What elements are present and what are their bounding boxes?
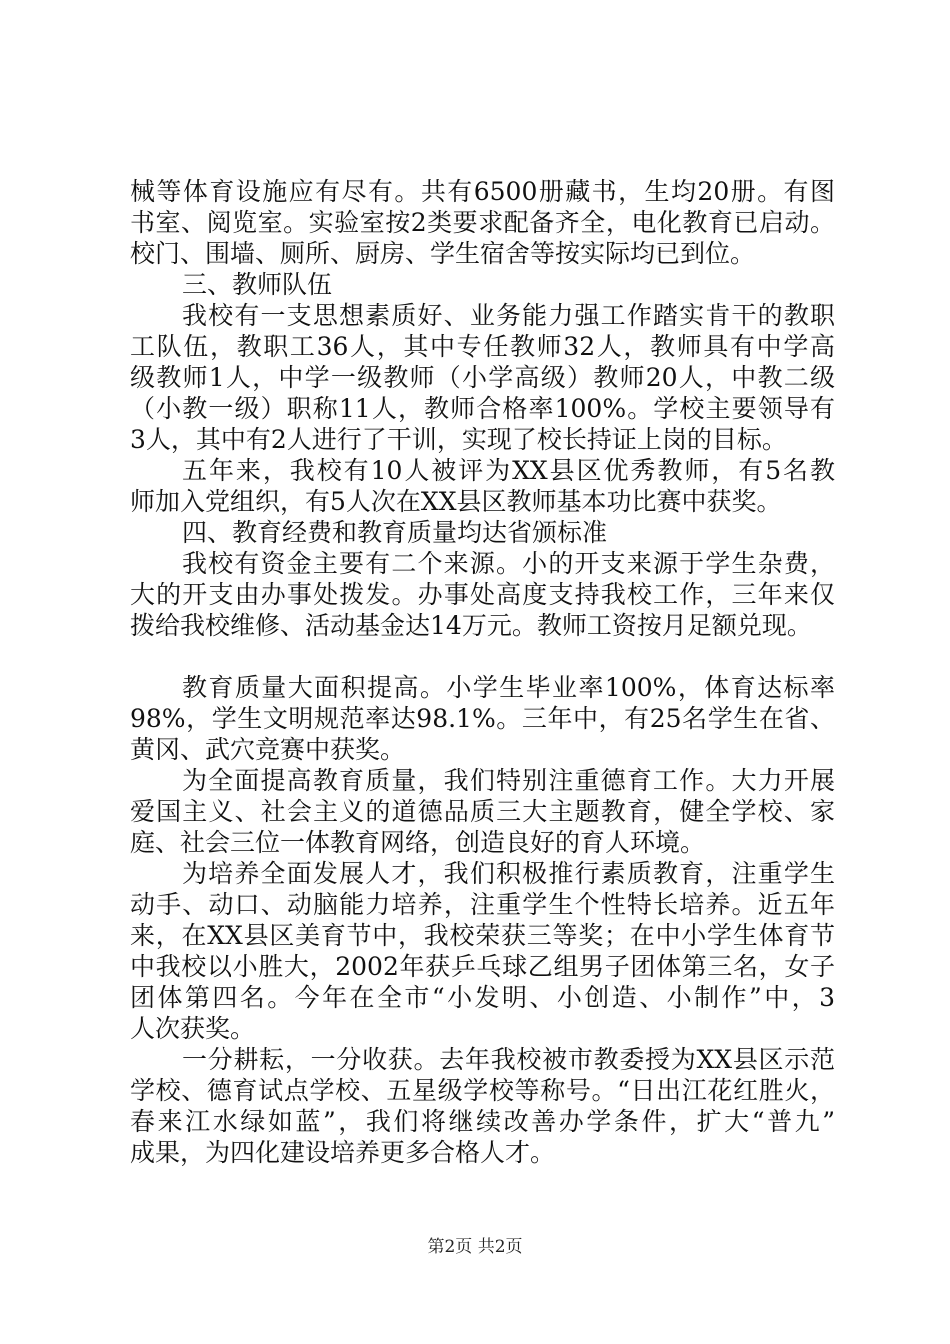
text-line: 大的开支由办事处拨发。办事处高度支持我校工作，三年来仅 bbox=[130, 580, 835, 609]
text-line: 人次获奖。 bbox=[130, 1014, 256, 1043]
page-number: 第2页 共2页 bbox=[427, 1237, 523, 1257]
text-line: 拨给我校维修、活动基金达14万元。教师工资按月足额兑现。 bbox=[130, 611, 812, 640]
text-line: 我校有一支思想素质好、业务能力强工作踏实肯干的教职 bbox=[182, 301, 835, 330]
text-line: 成果，为四化建设培养更多合格人才。 bbox=[130, 1138, 556, 1167]
text-line: 校门、围墙、厕所、厨房、学生宿舍等按实际均已到位。 bbox=[130, 239, 756, 268]
text-line: 动手、动口、动脑能力培养，注重学生个性特长培养。近五年 bbox=[130, 890, 835, 919]
text-line: 工队伍，教职工36人，其中专任教师32人，教师具有中学高 bbox=[130, 332, 835, 361]
text-line: 中我校以小胜大，2002年获乒乓球乙组男子团体第三名，女子 bbox=[130, 952, 835, 981]
text-line: 教育质量大面积提高。小学生毕业率100%，体育达标率 bbox=[182, 673, 835, 702]
section-heading: 四、教育经费和教育质量均达省颁标准 bbox=[182, 518, 608, 547]
text-line: （小教一级）职称11人，教师合格率100%。学校主要领导有 bbox=[130, 394, 835, 423]
text-line: 黄冈、武穴竞赛中获奖。 bbox=[130, 735, 406, 764]
text-line: 师加入党组织，有5人次在XX县区教师基本功比赛中获奖。 bbox=[130, 487, 782, 516]
section-heading: 三、教师队伍 bbox=[182, 270, 333, 299]
text-line: 械等体育设施应有尽有。共有6500册藏书，生均20册。有图 bbox=[130, 177, 835, 206]
text-line: 庭、社会三位一体教育网络，创造良好的育人环境。 bbox=[130, 828, 706, 857]
text-line: 团体第四名。今年在全市“小发明、小创造、小制作”中，3 bbox=[130, 983, 835, 1012]
text-line: 五年来，我校有10人被评为XX县区优秀教师，有5名教 bbox=[182, 456, 835, 485]
text-line: 一分耕耘，一分收获。去年我校被市教委授为XX县区示范 bbox=[182, 1045, 835, 1074]
document-body bbox=[130, 176, 835, 1168]
text-line: 为培养全面发展人才，我们积极推行素质教育，注重学生 bbox=[182, 859, 835, 888]
text-line: 98%，学生文明规范率达98.1%。三年中，有25名学生在省、 bbox=[130, 704, 835, 733]
text-line: 来，在XX县区美育节中，我校荣获三等奖；在中小学生体育节 bbox=[130, 921, 835, 950]
text-line: 春来江水绿如蓝”，我们将继续改善办学条件，扩大“普九” bbox=[130, 1107, 835, 1136]
text-line: 我校有资金主要有二个来源。小的开支来源于学生杂费， bbox=[182, 549, 835, 578]
text-line: 级教师1人，中学一级教师（小学高级）教师20人，中教二级 bbox=[130, 363, 835, 392]
text-line: 为全面提高教育质量，我们特别注重德育工作。大力开展 bbox=[182, 766, 835, 795]
text-line: 学校、德育试点学校、五星级学校等称号。“日出江花红胜火， bbox=[130, 1076, 835, 1105]
text-line: 爱国主义、社会主义的道德品质三大主题教育，健全学校、家 bbox=[130, 797, 835, 826]
paragraph-gap bbox=[130, 641, 835, 672]
text-line: 3人，其中有2人进行了干训，实现了校长持证上岗的目标。 bbox=[130, 425, 787, 454]
text-line: 书室、阅览室。实验室按2类要求配备齐全，电化教育已启动。 bbox=[130, 208, 835, 237]
